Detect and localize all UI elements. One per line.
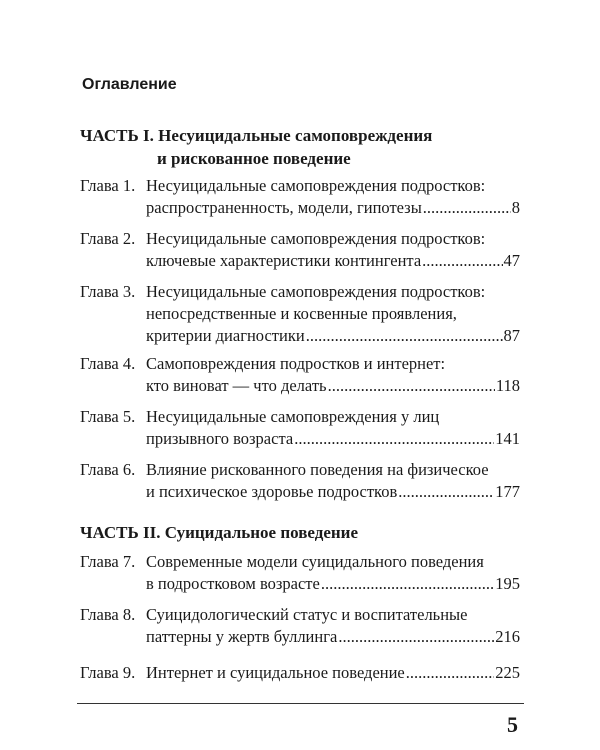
chapter-number: Глава 5.: [80, 407, 136, 426]
chapter-title-line: Самоповреждения подростков и интернет:: [146, 354, 446, 373]
chapter-title-line: кто виноват — что делать: [146, 376, 327, 395]
toc-entry-1[interactable]: [80, 175, 520, 219]
chapter-title-line: критерии диагностики: [146, 326, 305, 345]
chapter-number: Глава 4.: [80, 354, 136, 373]
toc-entry-8[interactable]: [80, 604, 520, 648]
chapter-number: Глава 3.: [80, 282, 136, 301]
chapter-number: Глава 1.: [80, 176, 136, 195]
chapter-title-line: Влияние рискованного поведения на физическое: [146, 460, 489, 479]
chapter-page-number: 87: [503, 326, 520, 345]
part-1-heading: [80, 124, 432, 170]
part-1-label: ЧАСТЬ I. Несуицидальные самоповреждения: [80, 126, 433, 145]
dot-leader: [306, 325, 503, 347]
chapter-page-number: 216: [495, 627, 520, 646]
toc-entry-9[interactable]: [80, 662, 520, 684]
chapter-title-line: паттерны у жертв буллинга: [146, 627, 338, 646]
chapter-title-line: Несуицидальные самоповреждения подростков:: [146, 229, 486, 248]
chapter-title-line: Суицидологический статус и воспитательные: [146, 605, 468, 624]
dot-leader: [423, 197, 511, 219]
chapter-page-number: 47: [503, 251, 520, 270]
chapter-title-line: и психическое здоровье подростков: [146, 482, 398, 501]
toc-entry-7[interactable]: [80, 551, 520, 595]
chapter-page-number: 195: [495, 574, 520, 593]
dot-leader: [406, 662, 494, 684]
part-2-label: ЧАСТЬ II. Суицидальное поведение: [80, 523, 359, 542]
chapter-title-line: Современные модели суицидального поведения: [146, 552, 484, 571]
chapter-page-number: 8: [511, 198, 520, 217]
chapter-page-number: 141: [495, 429, 520, 448]
chapter-title-line: Несуицидальные самоповреждения у лиц: [146, 407, 440, 426]
toc-heading: Оглавление: [82, 76, 177, 93]
chapter-title-line: в подростковом возрасте: [146, 574, 320, 593]
chapter-page-number: 177: [495, 482, 520, 501]
chapter-number: Глава 6.: [80, 460, 136, 479]
toc-entry-6[interactable]: [80, 459, 520, 503]
chapter-number: Глава 2.: [80, 229, 136, 248]
chapter-number: Глава 9.: [80, 663, 136, 682]
chapter-title-line: Интернет и суицидальное поведение: [146, 663, 405, 682]
chapter-page-number: 118: [495, 376, 520, 395]
chapter-number: Глава 7.: [80, 552, 136, 571]
part-2-heading: [80, 521, 358, 544]
toc-entry-5[interactable]: [80, 406, 520, 450]
dot-leader: [338, 626, 494, 648]
dot-leader: [321, 573, 494, 595]
toc-entry-2[interactable]: [80, 228, 520, 272]
dot-leader: [422, 250, 502, 272]
dot-leader: [294, 428, 494, 450]
chapter-title-line: Несуицидальные самоповреждения подростков:: [146, 176, 486, 195]
toc-entry-3[interactable]: [80, 281, 520, 347]
footer-rule: [77, 703, 524, 704]
chapter-number: Глава 8.: [80, 605, 136, 624]
chapter-title-line: Несуицидальные самоповреждения подростков:: [146, 282, 486, 301]
chapter-title-line: распространенность, модели, гипотезы: [146, 198, 422, 217]
chapter-title-line: призывного возраста: [146, 429, 294, 448]
part-1-label-cont: и рискованное поведение: [157, 149, 351, 168]
chapter-page-number: 225: [495, 663, 520, 682]
chapter-title-line: непосредственные и косвенные проявления,: [146, 304, 457, 323]
chapter-title-line: ключевые характеристики контингента: [146, 251, 422, 270]
dot-leader: [398, 481, 494, 503]
dot-leader: [328, 375, 495, 397]
toc-entry-4[interactable]: [80, 353, 520, 397]
page-number: 5: [507, 712, 518, 737]
